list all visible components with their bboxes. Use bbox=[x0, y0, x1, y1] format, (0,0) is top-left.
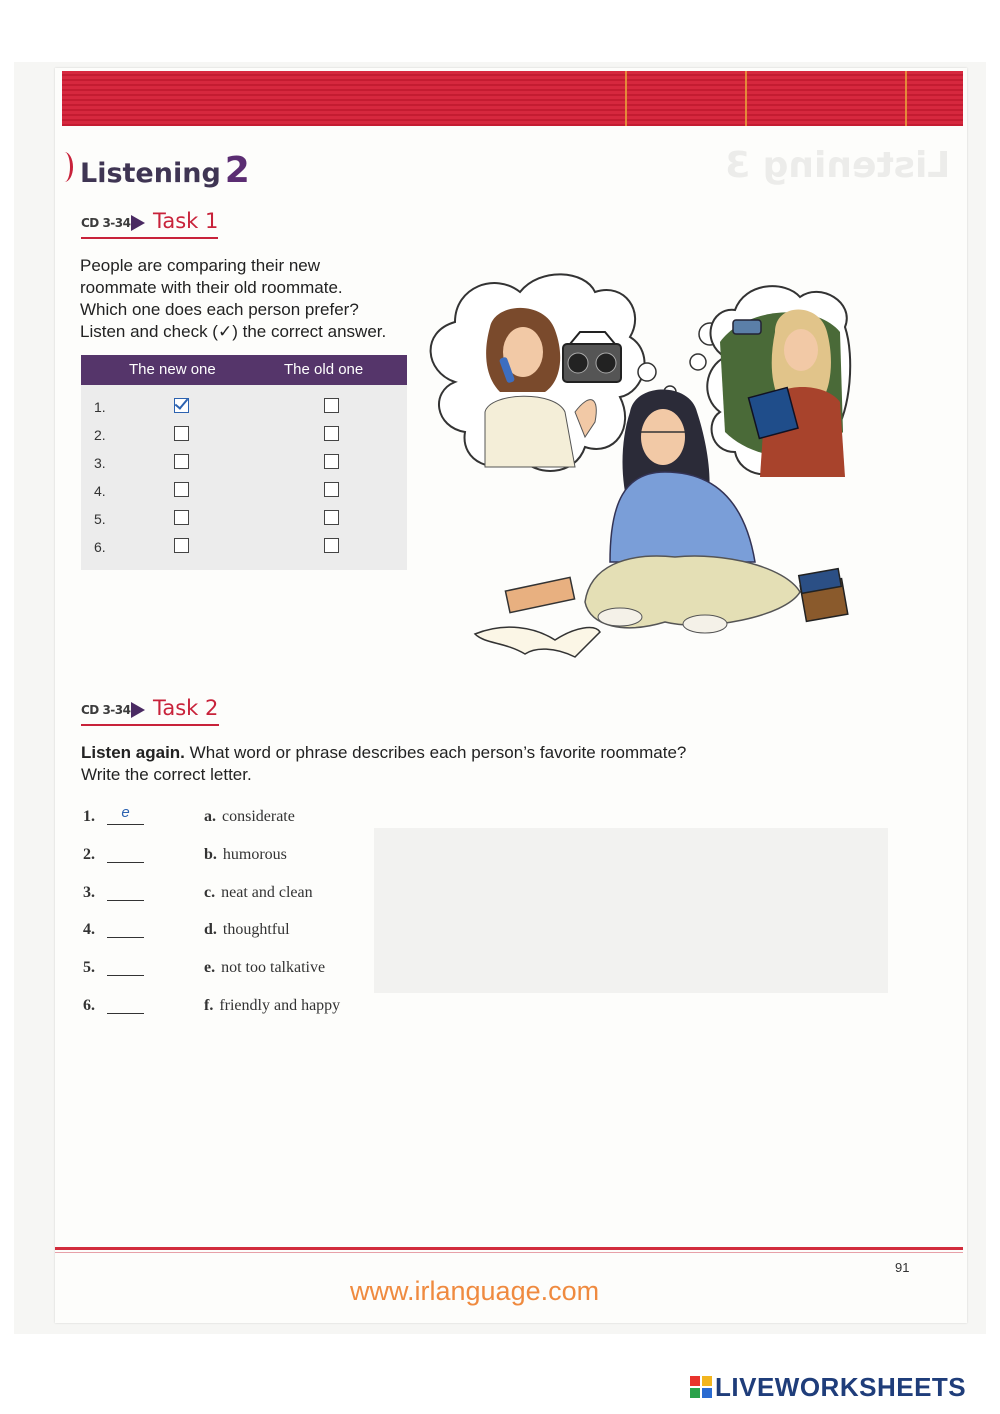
checkbox-new-5[interactable] bbox=[174, 510, 189, 525]
section-heading bbox=[80, 150, 250, 191]
table-row bbox=[81, 477, 407, 505]
option-letter: c. bbox=[204, 884, 216, 901]
row-number: 5. bbox=[94, 511, 106, 527]
cd-track-label: CD 3-34 bbox=[81, 216, 131, 230]
checkbox-new-1[interactable] bbox=[174, 398, 189, 413]
column-new: The new one bbox=[129, 361, 216, 378]
option-text: humorous bbox=[222, 846, 287, 863]
checkbox-old-6[interactable] bbox=[324, 538, 339, 553]
bleed-through-title: Listening 3 bbox=[725, 145, 951, 186]
task1-title: Task 1 bbox=[153, 209, 219, 233]
option-letter: d. bbox=[204, 921, 217, 938]
checkbox-old-3[interactable] bbox=[324, 454, 339, 469]
brand-name: LIVEWORKSHEETS bbox=[715, 1372, 967, 1402]
checkbox-new-4[interactable] bbox=[174, 482, 189, 497]
site-url-link[interactable]: www.irlanguage.com bbox=[350, 1276, 600, 1306]
task2-underline bbox=[81, 724, 219, 726]
checkbox-new-3[interactable] bbox=[174, 454, 189, 469]
instruction-line: Which one does each person prefer? bbox=[80, 300, 359, 319]
answer-number: 2. bbox=[83, 846, 95, 863]
blank-underline bbox=[107, 824, 144, 825]
task1-instructions bbox=[80, 255, 440, 343]
answer-number: 5. bbox=[83, 959, 95, 976]
table-row bbox=[81, 393, 407, 421]
header-banner bbox=[62, 71, 963, 126]
instruction-bold: Listen again. bbox=[81, 743, 185, 762]
instruction-text: Write the correct letter. bbox=[81, 765, 252, 784]
cd-track-label: CD 3-34 bbox=[81, 703, 131, 717]
option-text: neat and clean bbox=[221, 884, 313, 901]
heading-arc-icon bbox=[56, 152, 73, 182]
checkbox-new-6[interactable] bbox=[174, 538, 189, 553]
footer-rule-thin bbox=[55, 1252, 963, 1253]
checkbox-old-1[interactable] bbox=[324, 398, 339, 413]
blank-underline bbox=[107, 862, 144, 863]
row-number: 3. bbox=[94, 455, 106, 471]
liveworksheets-logo bbox=[690, 1372, 966, 1403]
task2-title: Task 2 bbox=[153, 696, 219, 720]
blank-underline bbox=[107, 975, 144, 976]
row-number: 6. bbox=[94, 539, 106, 555]
option-item bbox=[204, 884, 313, 902]
table-row bbox=[81, 533, 407, 561]
option-letter: a. bbox=[204, 808, 216, 825]
blank-underline bbox=[107, 1013, 144, 1014]
row-number: 4. bbox=[94, 483, 106, 499]
bleed-through-table bbox=[374, 828, 888, 993]
option-item bbox=[204, 921, 290, 939]
checkbox-new-2[interactable] bbox=[174, 426, 189, 441]
table-row bbox=[81, 421, 407, 449]
instruction-text: What word or phrase describes each person’s favorite roommate? bbox=[184, 743, 687, 762]
option-letter: f. bbox=[204, 997, 214, 1014]
option-item bbox=[204, 808, 295, 826]
option-text: considerate bbox=[222, 808, 295, 825]
answer-number: 4. bbox=[83, 921, 95, 938]
section-title: Listening bbox=[80, 158, 221, 189]
answer-table bbox=[81, 355, 407, 570]
liveworksheets-logo-icon bbox=[690, 1376, 712, 1398]
table-row bbox=[81, 449, 407, 477]
checkbox-old-5[interactable] bbox=[324, 510, 339, 525]
play-triangle-icon bbox=[131, 702, 145, 718]
option-item bbox=[204, 997, 340, 1015]
column-old: The old one bbox=[284, 361, 364, 378]
option-letter: b. bbox=[204, 846, 217, 863]
row-number: 2. bbox=[94, 427, 106, 443]
option-item bbox=[204, 959, 325, 977]
instruction-line: People are comparing their new bbox=[80, 256, 321, 275]
table-row bbox=[81, 505, 407, 533]
option-item bbox=[204, 846, 287, 864]
answer-blank-1[interactable]: e bbox=[121, 804, 130, 821]
blank-underline bbox=[107, 937, 144, 938]
row-number: 1. bbox=[94, 399, 106, 415]
checkbox-old-2[interactable] bbox=[324, 426, 339, 441]
option-text: friendly and happy bbox=[219, 997, 341, 1014]
play-triangle-icon bbox=[131, 215, 145, 231]
option-text: not too talkative bbox=[221, 959, 326, 976]
answer-number: 6. bbox=[83, 997, 95, 1014]
roommates-illustration bbox=[415, 262, 855, 662]
checkbox-old-4[interactable] bbox=[324, 482, 339, 497]
section-number: 2 bbox=[224, 150, 250, 191]
option-letter: e. bbox=[204, 959, 216, 976]
page-number: 91 bbox=[895, 1260, 910, 1275]
task1-underline bbox=[81, 237, 218, 239]
instruction-line: roommate with their old roommate. bbox=[80, 278, 343, 297]
answer-number: 3. bbox=[83, 884, 95, 901]
blank-underline bbox=[107, 900, 144, 901]
answer-number: 1. bbox=[83, 808, 95, 825]
footer-rule bbox=[55, 1247, 963, 1250]
option-text: thoughtful bbox=[222, 921, 290, 938]
thought-cloud-right bbox=[707, 286, 850, 477]
task2-instructions bbox=[81, 742, 686, 786]
table-header bbox=[81, 355, 407, 385]
instruction-line: Listen and check (✓) the correct answer. bbox=[80, 322, 387, 341]
